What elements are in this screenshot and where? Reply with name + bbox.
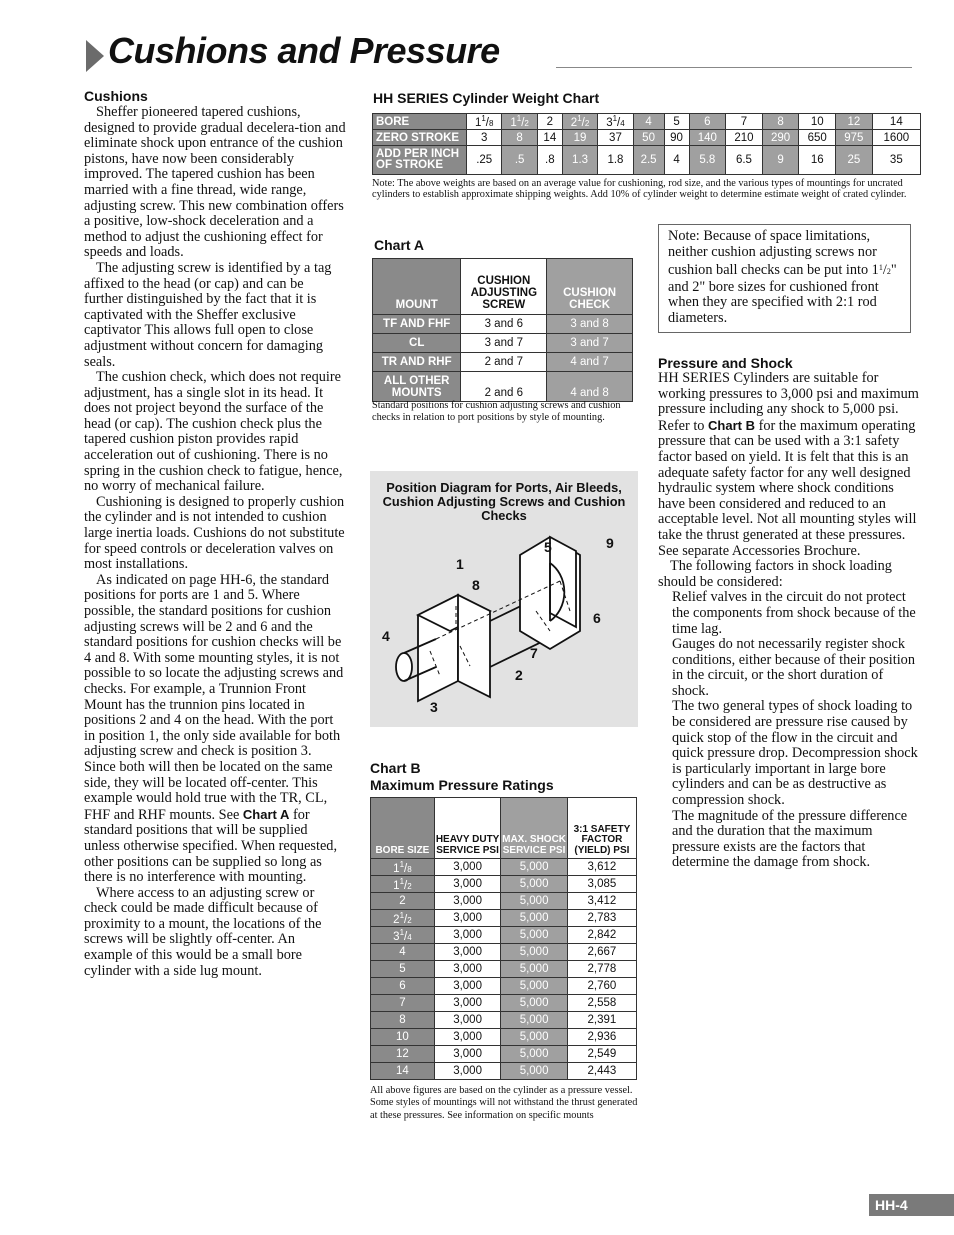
cushions-paragraph: Where access to an adjusting screw or check could be made difficult because of proximity to a mount, the locations of the screws will be slightly off-center. An example of this would be a small bore cylinder with a side lug mount. xyxy=(84,884,322,979)
cushion-check-cell: 3 and 7 xyxy=(547,334,633,353)
max-shock-cell: 5,000 xyxy=(501,927,568,944)
diagram-label-7: 7 xyxy=(530,645,538,661)
table-row xyxy=(373,130,921,146)
bore-size-cell: 10 xyxy=(371,1029,435,1046)
table-row xyxy=(371,944,637,961)
bore-size-cell: 2 xyxy=(371,893,435,910)
cushion-check-cell: 4 and 8 xyxy=(547,372,633,402)
pressure-shock-heading: Pressure and Shock xyxy=(658,355,793,371)
bore-size-cell: 4 xyxy=(371,944,435,961)
zero-stroke-cell: 1600 xyxy=(872,130,920,146)
column-header: MAX. SHOCK SERVICE PSI xyxy=(501,798,568,859)
add-per-inch-cell: 4 xyxy=(664,146,689,175)
diagram-label-8: 8 xyxy=(472,577,480,593)
safety-factor-cell: 2,936 xyxy=(567,1029,636,1046)
add-per-inch-cell: 16 xyxy=(799,146,836,175)
shock-factor-item: The magnitude of the pressure difference and the duration that the maximum pressure exists are the factors that determine the damage from shock. xyxy=(672,807,908,871)
table-row xyxy=(373,146,921,175)
bore-size-cell: 12 xyxy=(371,1046,435,1063)
safety-factor-cell: 2,842 xyxy=(567,927,636,944)
diagram-label-9: 9 xyxy=(606,535,614,551)
diagram-title: Position Diagram for Ports, Air Bleeds, Cushion Adjusting Screws and Cushion Checks xyxy=(382,480,626,523)
column-header: 3:1 SAFETY FACTOR (YIELD) PSI xyxy=(567,798,636,859)
diagram-label-3: 3 xyxy=(430,699,438,715)
max-shock-cell: 5,000 xyxy=(501,1029,568,1046)
max-shock-cell: 5,000 xyxy=(501,1046,568,1063)
bore-cell: 10 xyxy=(799,114,836,130)
diagram-label-6: 6 xyxy=(593,610,601,626)
note-text-part: Note: Because of space limitations, neither cushion adjusting screws nor cushion ball checks can be put into 1 xyxy=(668,228,879,279)
mount-cell: TR AND RHF xyxy=(373,353,461,372)
max-shock-cell: 5,000 xyxy=(501,859,568,876)
heavy-duty-cell: 3,000 xyxy=(434,876,501,893)
heavy-duty-cell: 3,000 xyxy=(434,961,501,978)
table-row xyxy=(373,353,633,372)
chart-b-reference: Chart B xyxy=(708,417,755,433)
add-per-inch-cell: 5.8 xyxy=(689,146,726,175)
table-row xyxy=(373,315,633,334)
heavy-duty-cell: 3,000 xyxy=(434,927,501,944)
add-per-inch-cell: .8 xyxy=(537,146,562,175)
bore-size-cell: 14 xyxy=(371,1063,435,1080)
bore-cell: 12 xyxy=(836,114,873,130)
title-rule xyxy=(556,67,912,68)
safety-factor-cell: 3,612 xyxy=(567,859,636,876)
heavy-duty-cell: 3,000 xyxy=(434,1046,501,1063)
table-row xyxy=(371,927,637,944)
bore-cell: $2^1/2$ xyxy=(562,114,597,130)
heavy-duty-cell: 3,000 xyxy=(434,995,501,1012)
chart-b-subtitle: Maximum Pressure Ratings xyxy=(370,777,554,793)
heavy-duty-cell: 3,000 xyxy=(434,859,501,876)
bore-cell: 2 xyxy=(537,114,562,130)
adjusting-screw-cell: 3 and 6 xyxy=(461,315,547,334)
row-label: ADD PER INCH OF STROKE xyxy=(373,146,467,175)
diagram-label-4: 4 xyxy=(382,628,390,644)
table-row xyxy=(371,1063,637,1080)
max-shock-cell: 5,000 xyxy=(501,961,568,978)
table-row xyxy=(371,859,637,876)
table-row xyxy=(371,978,637,995)
max-shock-cell: 5,000 xyxy=(501,995,568,1012)
zero-stroke-cell: 290 xyxy=(762,130,799,146)
weight-chart-title: HH SERIES Cylinder Weight Chart xyxy=(373,90,600,106)
max-shock-cell: 5,000 xyxy=(501,910,568,927)
chart-a-table xyxy=(372,258,633,402)
column-header: HEAVY DUTY SERVICE PSI xyxy=(434,798,501,859)
cushions-paragraph: The cushion check, which does not require adjustment, has a single slot in its head. It does not project beyond the surface of the head (or cap). The cushion check plus the tapered cushion piston provides rapid acceleration out of cushioning. There is no spring in the cushion check to fatigue, hence, no worry of mechanical failure. xyxy=(84,369,343,495)
chart-b-label: Chart B xyxy=(370,760,421,776)
bore-size-cell: 5 xyxy=(371,961,435,978)
add-per-inch-cell: .5 xyxy=(502,146,537,175)
safety-factor-cell: 3,412 xyxy=(567,893,636,910)
max-shock-cell: 5,000 xyxy=(501,978,568,995)
pressure-text-cont: for the maximum operating pressure that can be used with a 3:1 safety factor based on yield. It is felt that this is an adequate safety factor for any well designed hydraulic system where shock conditions have been considered and reduced to an acceptable level. Not all mounting styles will take the thrust generated at these pressures. See separate Accessories Brochure. xyxy=(658,417,917,559)
page-title: Cushions and Pressure xyxy=(108,30,500,71)
column-header: BORE SIZE xyxy=(371,798,435,859)
zero-stroke-cell: 140 xyxy=(689,130,726,146)
column-header: CUSHION ADJUSTING SCREW xyxy=(461,259,547,315)
safety-factor-cell: 3,085 xyxy=(567,876,636,893)
table-row xyxy=(373,334,633,353)
header-arrow-icon xyxy=(86,40,104,72)
chart-a-note: Standard positions for cushion adjusting screws and cushion checks in relation to port positions by style of mounting. xyxy=(372,400,621,423)
safety-factor-cell: 2,778 xyxy=(567,961,636,978)
safety-factor-cell: 2,549 xyxy=(567,1046,636,1063)
heavy-duty-cell: 3,000 xyxy=(434,1063,501,1080)
cushion-check-cell: 4 and 7 xyxy=(547,353,633,372)
bore-cell: 7 xyxy=(726,114,763,130)
bore-size-cell: $1^1/2$ xyxy=(371,876,435,893)
zero-stroke-cell: 975 xyxy=(836,130,873,146)
shock-factor-item: Gauges do not necessarily register shock conditions, either because of their position in the circuit, or the short duration of shock. xyxy=(672,636,915,699)
shock-factor-item: The two general types of shock loading to be considered are pressure rise caused by quick stop of the flow in the circuit and quick pressure drop. Decompression shock is particularly important in large bore cylinders and can be as destructive as compression shock. xyxy=(672,698,918,809)
zero-stroke-cell: 8 xyxy=(502,130,537,146)
heavy-duty-cell: 3,000 xyxy=(434,910,501,927)
max-shock-cell: 5,000 xyxy=(501,893,568,910)
positions-text: As indicated on page HH-6, the standard positions for ports are 1 and 5. Where possible, the standard positions for cushion adjusting screws will be 2 and 6 and the standard positions for cushion checks will be 4 and 8. With some mounting styles, it is not possible to so locate the adjusting screws and checks. For example, a Trunnion Front Mount has the trunnion pins located in positions 2 and 4 on the head. With the port in position 1, the only side available for both adjusting screw and check is position 3. Since both will then be located on the same side, they will be located off-center. This example would hold true with the TR, CL, FHF and RHF mounts. See xyxy=(84,571,344,823)
adjusting-screw-cell: 2 and 6 xyxy=(461,372,547,402)
safety-factor-cell: 2,760 xyxy=(567,978,636,995)
bore-size-cell: $3^1/4$ xyxy=(371,927,435,944)
table-header-row xyxy=(373,259,633,315)
bore-cell: 8 xyxy=(762,114,799,130)
max-shock-cell: 5,000 xyxy=(501,1012,568,1029)
pressure-text: HH SERIES Cylinders are suitable for working pressures to 3,000 psi and maximum pressure including any shock to 5,000 psi. Refer to xyxy=(658,370,919,434)
bore-cell: $1^1/2$ xyxy=(502,114,537,130)
zero-stroke-cell: 3 xyxy=(467,130,502,146)
fraction-denominator: 2 xyxy=(886,267,891,277)
cushions-paragraph: The adjusting screw is identified by a tag affixed to the head (or cap) and can be further distinguished by the fact that it is captivated with the Sheffer exclusive captivator This allows full open to close adjustment without concern for damaging seals. xyxy=(84,259,332,370)
zero-stroke-cell: 50 xyxy=(633,130,664,146)
table-row xyxy=(371,893,637,910)
table-row xyxy=(371,1029,637,1046)
chart-a-reference: Chart A xyxy=(242,806,290,822)
add-per-inch-cell: 35 xyxy=(872,146,920,175)
diagram-label-1: 1 xyxy=(456,556,464,572)
max-shock-cell: 5,000 xyxy=(501,944,568,961)
table-row xyxy=(371,1046,637,1063)
table-row xyxy=(371,961,637,978)
add-per-inch-cell: 1.3 xyxy=(562,146,597,175)
bore-cell: $3^1/4$ xyxy=(598,114,633,130)
bore-size-cell: $2^1/2$ xyxy=(371,910,435,927)
zero-stroke-cell: 90 xyxy=(664,130,689,146)
add-per-inch-cell: 6.5 xyxy=(726,146,763,175)
bore-size-cell: 6 xyxy=(371,978,435,995)
zero-stroke-cell: 210 xyxy=(726,130,763,146)
adjusting-screw-cell: 2 and 7 xyxy=(461,353,547,372)
table-header-row xyxy=(371,798,637,859)
bore-size-cell: 8 xyxy=(371,1012,435,1029)
safety-factor-cell: 2,783 xyxy=(567,910,636,927)
heavy-duty-cell: 3,000 xyxy=(434,978,501,995)
table-row xyxy=(373,372,633,402)
cushions-heading: Cushions xyxy=(84,88,148,104)
weight-chart-table xyxy=(372,113,921,175)
table-row xyxy=(373,114,921,130)
table-row xyxy=(371,1012,637,1029)
column-header: MOUNT xyxy=(373,259,461,315)
pressure-shock-section xyxy=(658,355,922,871)
cushions-paragraph: Cushioning is designed to properly cushion the cylinder and is not intended to cushion large inertia loads. Cushions do not substitute for speed controls or deceleration valves on most installations. xyxy=(84,493,345,573)
add-per-inch-cell: .25 xyxy=(467,146,502,175)
weight-chart-note: Note: The above weights are based on an average value for cushioning, rod size, and the various types of mountings for uncrated cylinders to establish approximate shipping weights. Add 10% of cylinder weight to determine estimate weight of crated cylinder. xyxy=(372,178,907,200)
adjusting-screw-cell: 3 and 7 xyxy=(461,334,547,353)
bore-cell: 14 xyxy=(872,114,920,130)
table-row xyxy=(371,876,637,893)
page-number-badge: HH-4 xyxy=(869,1194,954,1216)
mount-cell: CL xyxy=(373,334,461,353)
add-per-inch-cell: 2.5 xyxy=(633,146,664,175)
table-row xyxy=(371,910,637,927)
zero-stroke-cell: 37 xyxy=(598,130,633,146)
max-shock-cell: 5,000 xyxy=(501,1063,568,1080)
chart-b-note: All above figures are based on the cylinder as a pressure vessel. Some styles of mountings will not withstand the thrust generated at these pressures. See information on specific mounts xyxy=(370,1085,638,1121)
shock-factor-item: Relief valves in the circuit do not protect the components from shock because of the time lag. xyxy=(672,589,916,637)
add-per-inch-cell: 25 xyxy=(836,146,873,175)
diagram-label-5: 5 xyxy=(544,539,552,555)
fraction-numerator: 1 xyxy=(878,263,883,273)
chart-b-table xyxy=(370,797,637,1080)
zero-stroke-cell: 19 xyxy=(562,130,597,146)
add-per-inch-cell: 1.8 xyxy=(598,146,633,175)
heavy-duty-cell: 3,000 xyxy=(434,893,501,910)
diagram-label-2: 2 xyxy=(515,667,523,683)
add-per-inch-cell: 9 xyxy=(762,146,799,175)
chart-a-title: Chart A xyxy=(374,237,425,253)
bore-cell: $1^1/8$ xyxy=(467,114,502,130)
cushion-check-cell: 3 and 8 xyxy=(547,315,633,334)
row-label: ZERO STROKE xyxy=(373,130,467,146)
safety-factor-cell: 2,391 xyxy=(567,1012,636,1029)
safety-factor-cell: 2,667 xyxy=(567,944,636,961)
bore-size-cell: $1^1/8$ xyxy=(371,859,435,876)
heavy-duty-cell: 3,000 xyxy=(434,1012,501,1029)
chart-b-title xyxy=(370,760,554,794)
table-row xyxy=(371,995,637,1012)
safety-factor-cell: 2,443 xyxy=(567,1063,636,1080)
heavy-duty-cell: 3,000 xyxy=(434,944,501,961)
cushions-paragraph-positions xyxy=(84,573,346,886)
safety-factor-cell: 2,558 xyxy=(567,995,636,1012)
bore-cell: 5 xyxy=(664,114,689,130)
bore-cell: 6 xyxy=(689,114,726,130)
mount-cell: ALL OTHER MOUNTS xyxy=(373,372,461,402)
row-label: BORE xyxy=(373,114,467,130)
max-shock-cell: 5,000 xyxy=(501,876,568,893)
zero-stroke-cell: 650 xyxy=(799,130,836,146)
bore-size-cell: 7 xyxy=(371,995,435,1012)
cushions-paragraph: Sheffer pioneered tapered cushions, designed to provide gradual decelera-tion and eliminate shock upon entrance of the cushion pistons, have now been considerably improved. The tapered cushion has been married with a fine thread, wide range, adjusting screw. This new combination offers a positive, low-shock deceleration and a method to adjust the cushioning effect for speeds and loads. xyxy=(84,104,346,261)
pressure-shock-paragraph xyxy=(658,371,922,559)
note-box-text: Note: Because of space limitations, neither cushion adjusting screws nor cushion ball checks can be put into $1^1/2$" and 2" bore sizes for cushioned front when they are specified with 2:1 rod diameters. xyxy=(668,228,897,326)
heavy-duty-cell: 3,000 xyxy=(434,1029,501,1046)
column-header: CUSHION CHECK xyxy=(547,259,633,315)
mount-cell: TF AND FHF xyxy=(373,315,461,334)
cushions-section xyxy=(84,88,346,979)
pressure-shock-paragraph: The following factors in shock loading should be considered: xyxy=(658,558,892,590)
note-text-part: " and 2" bore sizes for cushioned front when they are specified with 2:1 rod diameters. xyxy=(668,262,897,326)
zero-stroke-cell: 14 xyxy=(537,130,562,146)
positions-text-cont: for standard positions that will be supplied unless otherwise specified. When requested, other positions can be supplied so long as there is no interference with mounting. xyxy=(84,806,338,886)
bore-cell: 4 xyxy=(633,114,664,130)
